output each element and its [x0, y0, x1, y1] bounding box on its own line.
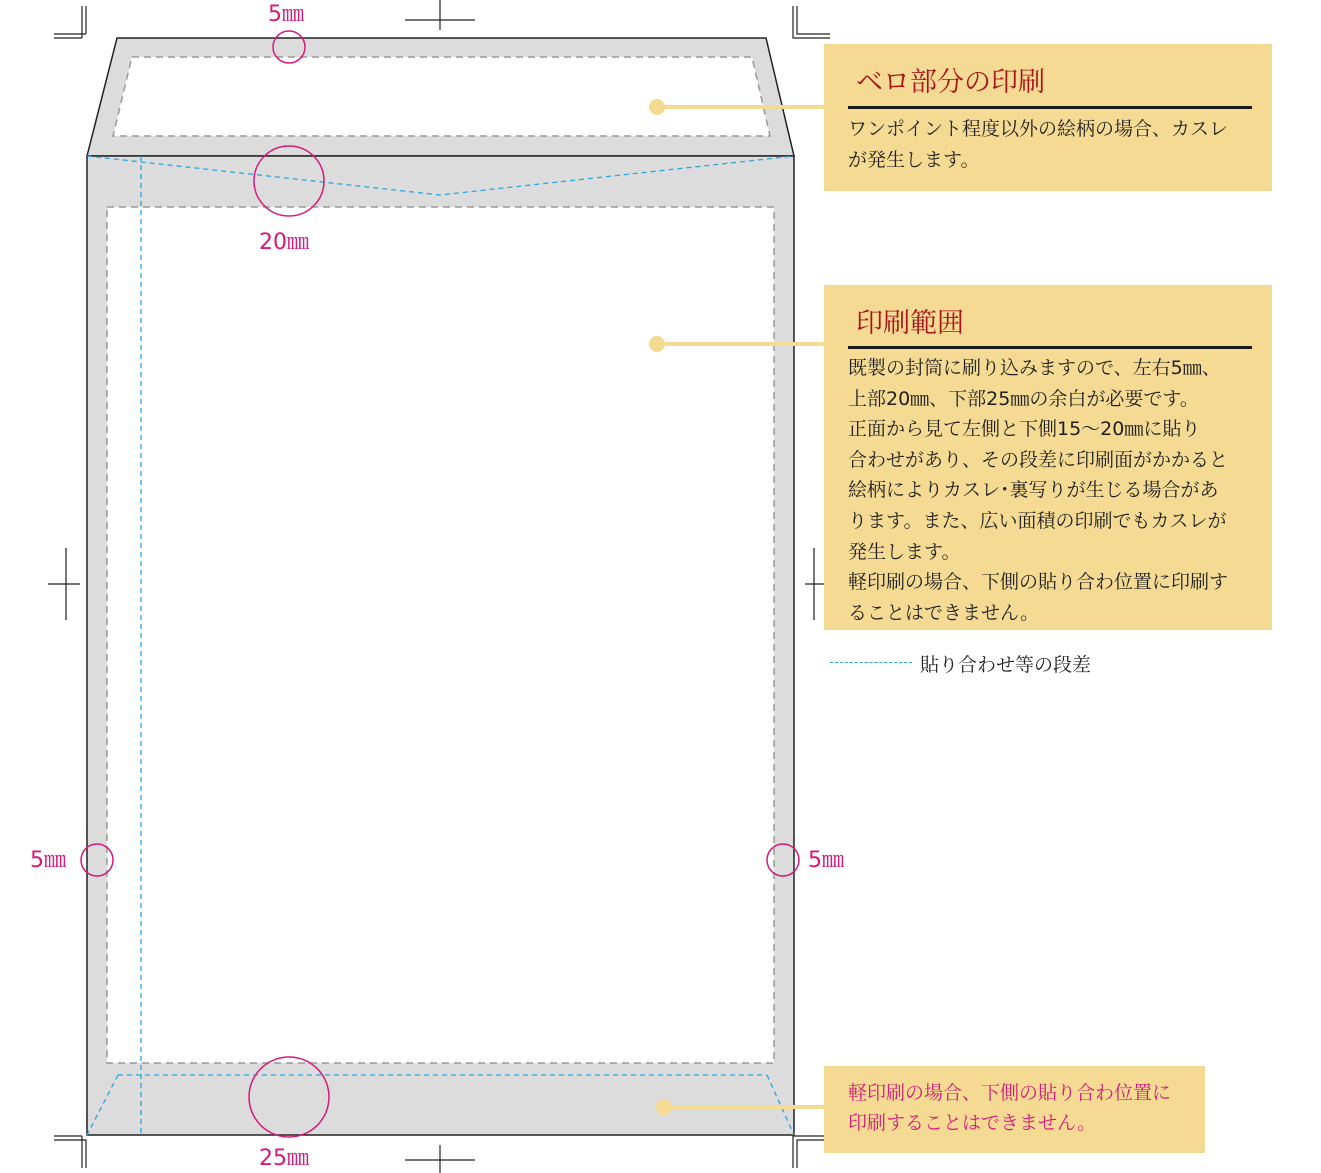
flap-print-area [113, 57, 770, 136]
dim-label-left: 5㎜ [30, 848, 66, 873]
note-print-area [824, 285, 1272, 630]
legend-label: 貼り合わせ等の段差 [920, 654, 1092, 676]
dim-label-flap: 20㎜ [259, 230, 309, 255]
note-bottom [824, 1066, 1205, 1153]
dim-label-top: 5㎜ [268, 2, 304, 27]
note-bottom-body: 軽印刷の場合、下側の貼り合わ位置に 印刷することはできません。 [848, 1082, 1172, 1134]
note-print-area-title: 印刷範囲 [856, 308, 964, 339]
dim-label-right: 5㎜ [808, 848, 844, 873]
dim-label-bottom: 25㎜ [259, 1146, 309, 1171]
note-print-area-body: 既製の封筒に刷り込みますので、左右5㎜、 上部20㎜、下部25㎜の余白が必要です。 正面から見て左側と下側15～20㎜に貼り 合わせがあり、その段差に印刷面がかかると 絵柄によりカスレ･裏写りが生じる場合があ ります。また、広い面積の印刷でもカスレが 発生します。 軽印刷の場合、下側の貼り合わ位置に印刷す ることはできません。 [848, 357, 1229, 624]
note-flap-rule [848, 106, 1252, 109]
note-flap-title: ベロ部分の印刷 [856, 67, 1045, 98]
legend-seam-swatch [830, 662, 912, 663]
note-flap [824, 44, 1272, 191]
note-flap-body: ワンポイント程度以外の絵柄の場合、カスレ が発生します。 [848, 118, 1229, 171]
note-print-area-rule [848, 346, 1252, 349]
body-print-area [107, 207, 774, 1063]
